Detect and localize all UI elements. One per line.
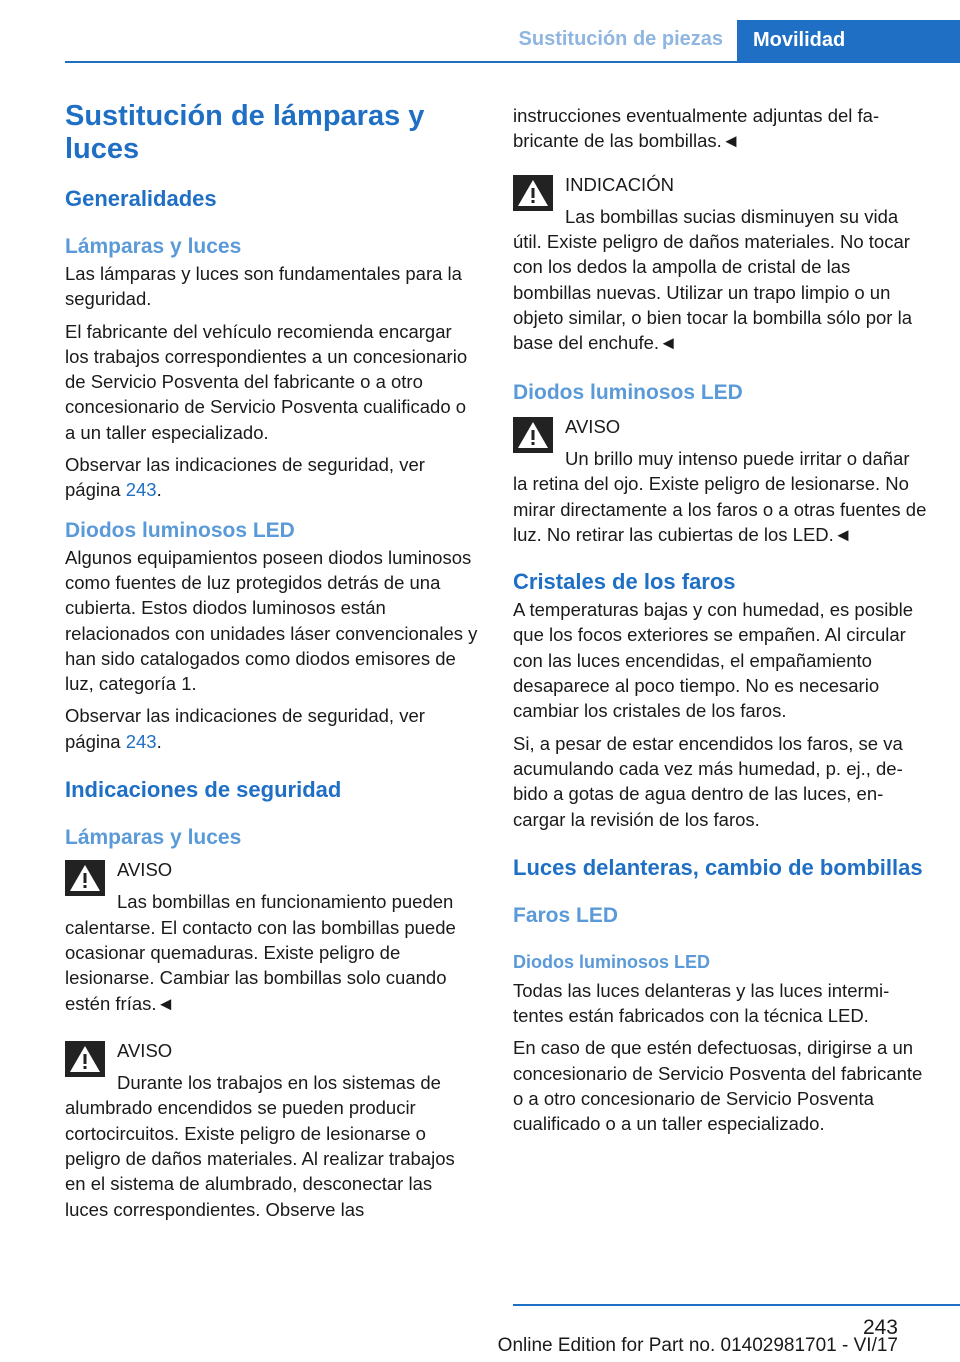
paragraph-observe: Observar las indicaciones de seguridad, ver página 243. — [65, 454, 425, 501]
heading-lamparas-luces-2: Lámparas y luces — [65, 826, 242, 850]
note-text: Las bombillas sucias disminuyen su vida útil. Existe peligro de daños materiales. No tocar con los dedos la ampolla de cristal de las bombillas nuevas. Utilizar un trapo limpio o un objeto similar, o bien tocar la bombilla sólo por la base del enchufe.◄ — [513, 205, 912, 354]
heading-diodos-led-sub: Diodos luminosos LED — [513, 951, 711, 972]
left-column — [65, 100, 480, 1222]
page-link[interactable]: 243 — [125, 730, 157, 752]
heading-diodos-led: Diodos luminosos LED — [65, 518, 295, 542]
edition-footer: Online Edition for Part no. 01402981701 - VI/17 — [497, 1335, 898, 1356]
header-section-title: Sustitución de piezas — [518, 28, 723, 50]
warning-title: AVISO — [565, 415, 621, 437]
paragraph-front-2: En caso de que estén defectuosas, dirigirse a un concesionario de Servicio Posventa del fabricante o a otro concesionario de Servicio Posventa cualificado o a un taller especializado. — [513, 1037, 923, 1135]
observe-text: Observar las indicaciones de seguridad, ver página — [65, 705, 425, 752]
page-link[interactable]: 243 — [125, 479, 157, 501]
observe-text: Observar las indicaciones de seguridad, ver página — [65, 454, 425, 501]
warning-block-2 — [65, 1038, 480, 1222]
right-column — [513, 103, 928, 1137]
heading-indicaciones-seguridad: Indicaciones de seguridad — [65, 777, 342, 803]
warning-triangle-icon — [513, 417, 553, 453]
paragraph-glass-1: A temperaturas bajas y con humedad, es posible que los focos exteriores se empañen. Al circular con las luces encendidas, el empañamiento desaparece al poco tiempo. No es necesario cambiar los cristales de los faros. — [513, 599, 914, 722]
paragraph-glass-2: Si, a pesar de estar encendidos los faros, se va acumulando cada vez más humedad, p. ej., debido a gotas de agua dentro de las luces, encargar la revisión de los faros. — [513, 732, 903, 830]
warning-title: AVISO — [117, 1039, 173, 1061]
note-block — [513, 172, 928, 356]
header-rule — [65, 61, 960, 63]
paragraph-lamps: Las lámparas y luces son fundamentales para la seguridad. — [65, 263, 462, 310]
warning-text: Las bombillas en funcionamiento pueden calentarse. El contacto con las bombillas puede ocasionar quemaduras. Existe peligro de lesionarse. Cambiar las bombillas solo cuando estén frías.◄ — [65, 891, 456, 1014]
heading-generalidades: Generalidades — [65, 186, 217, 211]
warning-triangle-icon — [65, 1041, 105, 1077]
warning-text: Durante los trabajos en los sistemas de alumbrado encendidos se pueden producir cortocircuitos. Existe peligro de lesionarse o peligro de daños materiales. Al realizar trabajos en el sistema de alumbrado, desconectar las luces correspondientes. Observe las — [65, 1072, 455, 1220]
heading-diodos-led: Diodos luminosos LED — [513, 380, 743, 404]
paragraph-continued: instrucciones eventualmente adjuntas del fabricante de las bombillas.◄ — [513, 105, 880, 152]
heading-faros-led: Faros LED — [513, 903, 619, 927]
header-chapter-tab: Movilidad — [737, 20, 960, 63]
page-number: 243 — [862, 1316, 898, 1339]
warning-block-3 — [513, 414, 928, 547]
paragraph-led: Algunos equipamientos poseen diodos luminosos como fuentes de luz protegidos detrás de una cubierta. Estos diodos luminosos están relacionados con unidades láser convencionales y han sido catalogados como diodos emisores de luz, categoría 1. — [65, 546, 478, 695]
warning-triangle-icon — [65, 860, 105, 896]
heading-cristales-faros: Cristales de los faros — [513, 569, 736, 595]
heading-lamparas-luces: Lámparas y luces — [65, 235, 242, 258]
footer-rule — [513, 1304, 960, 1306]
paragraph-front-1: Todas las luces delanteras y las luces intermitentes están fabricados con la técnica LED. — [513, 979, 890, 1027]
warning-block-1 — [65, 857, 480, 1016]
warning-triangle-icon — [513, 175, 553, 211]
warning-text: Un brillo muy intenso puede irritar o dañar la retina del ojo. Existe peligro de lesionarse. No mirar directamente a los faros o a otras fuentes de luz. No retirar las cubiertas de los LED.◄ — [513, 447, 927, 545]
heading-luces-delanteras: Luces delanteras, cambio de bombillas — [513, 854, 923, 880]
paragraph-observe-2: Observar las indicaciones de seguridad, ver página 243. — [65, 705, 425, 752]
warning-title: AVISO — [117, 859, 173, 881]
note-title: INDICACIÓN — [565, 173, 674, 195]
paragraph-maker: El fabricante del vehículo recomienda encargar los trabajos correspondientes a un concesionario de Servicio Posventa del fabricante o a otro concesionario de Servicio Posventa cualificado o a un taller especializado. — [65, 320, 468, 443]
page-title: Sustitución de lámparas y luces — [65, 100, 425, 165]
